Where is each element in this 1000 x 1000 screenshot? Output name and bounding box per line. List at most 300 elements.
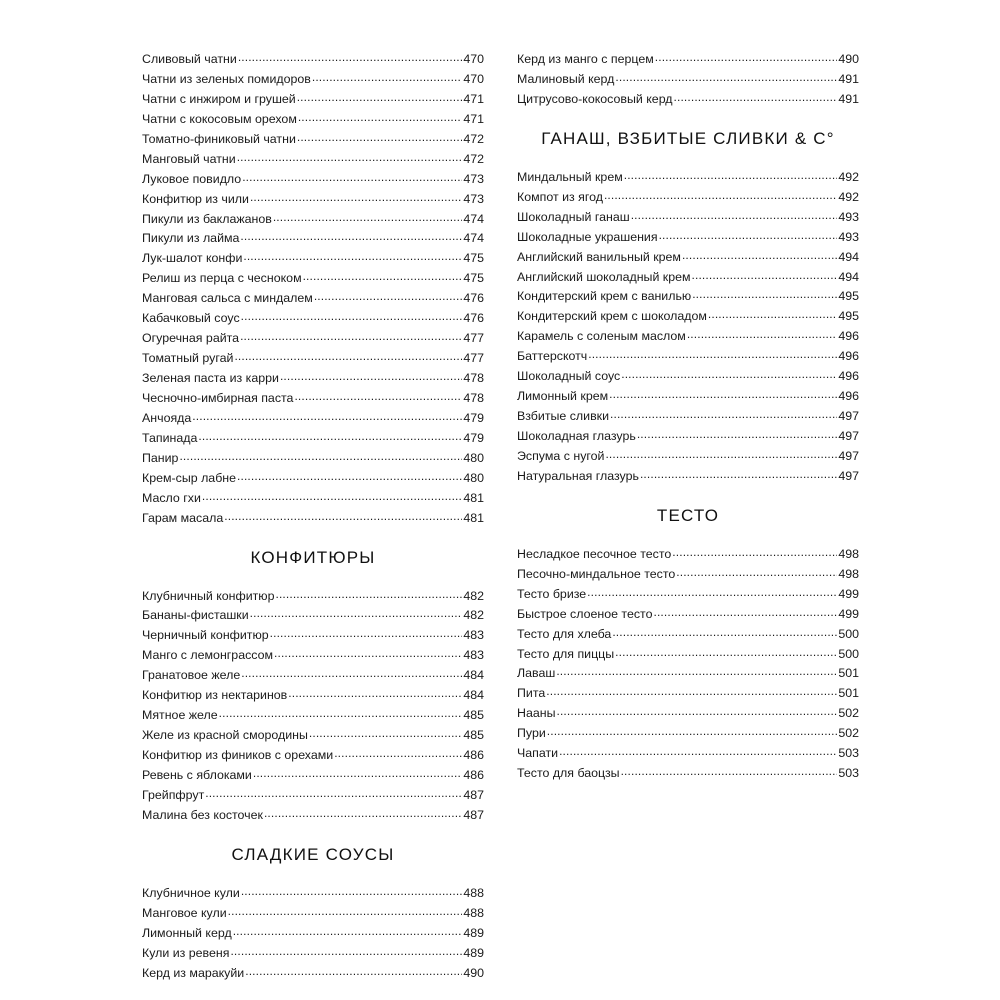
entry-title: Тесто для пиццы (517, 646, 615, 661)
dot-leader (192, 412, 462, 422)
entry-page-number: 497 (838, 429, 859, 443)
dot-leader (309, 729, 462, 739)
dot-leader (334, 749, 462, 759)
entry-page-number: 498 (838, 546, 859, 561)
toc-entry (142, 666, 484, 686)
entry-page-number: 485 (463, 708, 484, 723)
toc-entry (142, 884, 484, 904)
dot-leader (237, 153, 463, 163)
entry-page-number: 480 (463, 470, 484, 485)
entry-title: Пита (517, 686, 546, 701)
entry-title: Клубничное кули (142, 885, 240, 900)
entry-title: Гарам масала (142, 510, 224, 525)
entry-page-number: 496 (838, 369, 859, 384)
dot-leader (274, 649, 462, 659)
entry-title: Огуречная райта (142, 331, 240, 346)
entry-page-number: 492 (838, 169, 859, 184)
entry-title: Тапинада (142, 430, 198, 445)
entry-title: Релиш из перца с чесноком (142, 271, 302, 286)
dot-leader (605, 450, 837, 460)
toc-entry-list (142, 884, 484, 984)
dot-leader (202, 492, 462, 502)
toc-entry (142, 726, 484, 746)
toc-entry (142, 329, 484, 349)
dot-leader (654, 608, 838, 618)
entry-title: Лимонный керд (142, 925, 232, 940)
toc-entry (517, 168, 859, 188)
section-title: СЛАДКИЕ СОУСЫ (231, 844, 395, 864)
toc-entry (142, 489, 484, 509)
entry-title: Грейпфрут (142, 787, 205, 802)
toc-entry (517, 327, 859, 347)
entry-page-number: 478 (463, 390, 484, 405)
dot-leader (238, 53, 463, 63)
dot-leader (615, 648, 837, 658)
dot-leader (587, 588, 837, 598)
dot-leader (556, 667, 837, 677)
entry-title: Шоколадный ганаш (517, 209, 630, 224)
dot-leader (640, 470, 837, 480)
toc-entry (142, 150, 484, 170)
entry-title: Керд из маракуйи (142, 965, 245, 980)
entry-page-number: 497 (838, 409, 859, 424)
dot-leader (659, 231, 838, 241)
entry-title: Кабачковый соус (142, 311, 240, 326)
section-title: КОНФИТЮРЫ (250, 547, 376, 567)
entry-page-number: 480 (463, 450, 484, 465)
entry-page-number: 496 (838, 349, 859, 364)
toc-entry-list (517, 50, 859, 110)
entry-title: Томатный ругай (142, 351, 234, 366)
entry-title: Лук-шалот конфи (142, 251, 243, 266)
entry-page-number: 501 (838, 666, 859, 681)
toc-entry (142, 806, 484, 826)
toc-entry (517, 427, 859, 447)
entry-title: Чапати (517, 746, 559, 761)
entry-page-number: 487 (463, 787, 484, 802)
toc-entry (142, 190, 484, 210)
entry-title: Пури (517, 726, 546, 741)
toc-entry (517, 188, 859, 208)
entry-title: Масло гхи (142, 490, 201, 505)
entry-title: Шоколадная глазурь (517, 429, 636, 443)
dot-leader (240, 232, 462, 242)
entry-page-number: 482 (463, 588, 484, 603)
toc-section (142, 50, 484, 529)
entry-page-number: 481 (463, 490, 484, 505)
entry-title: Баттерскотч (517, 349, 588, 364)
toc-entry (517, 744, 859, 764)
toc-entry (142, 210, 484, 230)
dot-leader (228, 907, 463, 917)
entry-title: Малина без косточек (142, 807, 263, 822)
entry-title: Манговая сальса с миндалем (142, 291, 313, 306)
toc-entry (142, 746, 484, 766)
toc-entry (517, 90, 859, 110)
entry-page-number: 499 (838, 606, 859, 621)
entry-page-number: 491 (838, 71, 859, 86)
toc-section (142, 845, 484, 984)
dot-leader (205, 789, 462, 799)
toc-entry (517, 407, 859, 427)
entry-page-number: 503 (838, 746, 859, 761)
toc-entry-list (517, 168, 859, 487)
entry-page-number: 474 (463, 211, 484, 226)
toc-entry (517, 287, 859, 307)
entry-title: Луковое повидло (142, 171, 242, 186)
toc-entry (517, 70, 859, 90)
dot-leader (294, 392, 462, 402)
entry-page-number: 477 (463, 331, 484, 346)
entry-title: Быстрое слоеное тесто (517, 606, 653, 621)
entry-page-number: 484 (463, 668, 484, 683)
toc-entry (142, 369, 484, 389)
section-title: ТЕСТО (656, 505, 720, 525)
toc-entry (517, 704, 859, 724)
dot-leader (621, 767, 838, 777)
toc-entry (142, 449, 484, 469)
dot-leader (297, 93, 463, 103)
toc-entry (142, 50, 484, 70)
toc-entry (517, 684, 859, 704)
entry-page-number: 493 (838, 229, 859, 244)
entry-page-number: 472 (463, 131, 484, 146)
entry-title: Карамель с соленым маслом (517, 329, 686, 344)
toc-entry (517, 585, 859, 605)
entry-title: Чесночно-имбирная паста (142, 390, 294, 405)
entry-title: Английский ванильный крем (517, 249, 681, 264)
dot-leader (243, 252, 462, 262)
entry-title: Кондитерский крем с шоколадом (517, 309, 707, 324)
toc-entry (142, 706, 484, 726)
toc-entry (517, 565, 859, 585)
entry-title: Керд из манго с перцем (517, 52, 654, 66)
dot-leader (682, 251, 837, 261)
entry-title: Малиновый керд (517, 71, 615, 86)
entry-title: Компот из ягод (517, 189, 603, 204)
dot-leader (687, 330, 837, 340)
entry-page-number: 496 (838, 329, 859, 344)
entry-page-number: 487 (463, 807, 484, 822)
toc-entry (517, 764, 859, 784)
dot-leader (631, 211, 838, 221)
entry-page-number: 483 (463, 628, 484, 643)
entry-title: Анчояда (142, 410, 192, 425)
entry-page-number: 501 (838, 686, 859, 701)
dot-leader (672, 548, 837, 558)
entry-page-number: 483 (463, 648, 484, 663)
entry-page-number: 477 (463, 351, 484, 366)
entry-page-number: 500 (838, 646, 859, 661)
entry-title: Тесто для баоцзы (517, 766, 620, 781)
entry-title: Несладкое песочное тесто (517, 546, 672, 561)
dot-leader (264, 809, 462, 819)
dot-leader (233, 927, 463, 937)
entry-title: Цитрусово-кокосовый керд (517, 91, 673, 106)
entry-page-number: 486 (463, 767, 484, 782)
dot-leader (655, 53, 838, 63)
entry-title: Конфитюр из чили (142, 191, 249, 206)
entry-title: Манго с лемонграссом (142, 648, 274, 663)
entry-page-number: 473 (463, 171, 484, 186)
dot-leader (198, 432, 462, 442)
entry-page-number: 495 (838, 289, 859, 304)
entry-title: Лаваш (517, 666, 556, 681)
dot-leader (250, 193, 462, 203)
entry-page-number: 502 (838, 726, 859, 741)
dot-leader (230, 947, 462, 957)
toc-entry (142, 389, 484, 409)
toc-entry (142, 269, 484, 289)
toc-entry (142, 349, 484, 369)
entry-page-number: 471 (463, 91, 484, 106)
dot-leader (604, 191, 837, 201)
entry-page-number: 482 (463, 608, 484, 623)
toc-entry (142, 904, 484, 924)
toc-entry (517, 467, 859, 487)
toc-entry (517, 208, 859, 228)
dot-leader (708, 310, 837, 320)
toc-entry (142, 110, 484, 130)
entry-page-number: 475 (463, 271, 484, 286)
entry-page-number: 496 (838, 389, 859, 404)
dot-leader (298, 113, 462, 123)
dot-leader (242, 173, 462, 183)
entry-page-number: 491 (838, 91, 859, 106)
dot-leader (241, 887, 463, 897)
toc-entry (517, 625, 859, 645)
toc-entry (517, 307, 859, 327)
dot-leader (556, 707, 837, 717)
dot-leader (224, 512, 462, 522)
entry-title: Конфитюр из нектаринов (142, 688, 288, 703)
dot-leader (621, 370, 837, 380)
toc-entry (517, 645, 859, 665)
entry-title: Клубничный конфитюр (142, 588, 275, 603)
entry-page-number: 478 (463, 371, 484, 385)
toc-entry (142, 309, 484, 329)
entry-page-number: 497 (838, 468, 859, 483)
entry-title: Мятное желе (142, 708, 218, 723)
dot-leader (609, 390, 837, 400)
toc-entry (142, 924, 484, 944)
dot-leader (241, 312, 463, 322)
entry-title: Чатни из зеленых помидоров (142, 71, 311, 86)
toc-entry (517, 447, 859, 467)
toc-entry (142, 766, 484, 786)
dot-leader (314, 292, 463, 302)
toc-entry (517, 50, 859, 70)
toc-entry (142, 626, 484, 646)
dot-leader (234, 352, 462, 362)
entry-page-number: 479 (463, 410, 484, 425)
toc-section (517, 50, 859, 110)
entry-page-number: 479 (463, 430, 484, 445)
entry-page-number: 495 (838, 309, 859, 324)
dot-leader (280, 372, 462, 382)
toc-entry (517, 605, 859, 625)
entry-page-number: 490 (838, 52, 859, 66)
toc-entry (517, 387, 859, 407)
entry-page-number: 502 (838, 706, 859, 721)
entry-title: Томатно-финиковый чатни (142, 131, 296, 146)
entry-page-number: 498 (838, 566, 859, 581)
entry-title: Манговый чатни (142, 151, 236, 166)
dot-leader (624, 171, 838, 181)
entry-title: Чатни с инжиром и грушей (142, 91, 296, 106)
entry-page-number: 472 (463, 151, 484, 166)
entry-page-number: 470 (463, 71, 484, 86)
toc-entry (517, 367, 859, 387)
section-title: ГАНАШ, ВЗБИТЫЕ СЛИВКИ & C° (541, 128, 835, 148)
dot-leader (692, 290, 837, 300)
entry-title: Тесто для хлеба (517, 626, 612, 641)
entry-title: Миндальный крем (517, 169, 623, 184)
entry-title: Сливовый чатни (142, 52, 237, 66)
toc-entry-list (142, 587, 484, 826)
dot-leader (676, 568, 837, 578)
entry-page-number: 486 (463, 748, 484, 762)
toc-entry (142, 130, 484, 150)
toc-entry (142, 606, 484, 626)
dot-leader (270, 629, 463, 639)
entry-title: Ревень с яблоками (142, 767, 252, 782)
entry-title: Кули из ревеня (142, 945, 230, 960)
toc-entry (517, 545, 859, 565)
dot-leader (615, 73, 837, 83)
dot-leader (273, 213, 462, 223)
toc-column-right (517, 50, 859, 784)
entry-page-number: 499 (838, 586, 859, 601)
toc-section (517, 129, 859, 487)
dot-leader (547, 727, 838, 737)
entry-title: Шоколадный соус (517, 369, 621, 384)
entry-page-number: 490 (463, 965, 484, 980)
entry-title: Взбитые сливки (517, 409, 610, 424)
dot-leader (297, 133, 462, 143)
entry-page-number: 475 (463, 251, 484, 266)
toc-entry (142, 409, 484, 429)
dot-leader (612, 628, 837, 638)
entry-title: Лимонный крем (517, 389, 609, 404)
entry-page-number: 484 (463, 688, 484, 703)
entry-title: Песочно-миндальное тесто (517, 566, 676, 581)
dot-leader (637, 430, 837, 440)
toc-entry (142, 469, 484, 489)
entry-title: Шоколадные украшения (517, 229, 658, 244)
toc-entry (142, 944, 484, 964)
dot-leader (610, 410, 837, 420)
entry-title: Черничный конфитюр (142, 628, 269, 643)
dot-leader (546, 687, 837, 697)
entry-page-number: 497 (838, 448, 859, 463)
entry-page-number: 494 (838, 249, 859, 264)
toc-entry (517, 724, 859, 744)
dot-leader (288, 689, 462, 699)
entry-title: Английский шоколадный крем (517, 269, 691, 284)
entry-title: Кондитерский крем с ванилью (517, 289, 692, 304)
dot-leader (303, 272, 463, 282)
toc-entry (142, 229, 484, 249)
entry-page-number: 476 (463, 291, 484, 306)
entry-title: Тесто бризе (517, 586, 587, 601)
toc-entry (517, 248, 859, 268)
toc-entry (142, 509, 484, 529)
entry-page-number: 473 (463, 191, 484, 206)
toc-column-left (142, 50, 484, 983)
dot-leader (312, 73, 462, 83)
dot-leader (250, 609, 463, 619)
entry-title: Пикули из баклажанов (142, 211, 272, 226)
toc-entry (142, 786, 484, 806)
dot-leader (237, 472, 462, 482)
entry-page-number: 489 (463, 925, 484, 940)
entry-page-number: 470 (463, 52, 484, 66)
dot-leader (240, 332, 462, 342)
entry-page-number: 471 (463, 111, 484, 126)
entry-title: Желе из красной смородины (142, 728, 308, 743)
dot-leader (588, 350, 837, 360)
entry-page-number: 503 (838, 766, 859, 781)
toc-entry (142, 587, 484, 607)
toc-entry (517, 347, 859, 367)
entry-page-number: 488 (463, 885, 484, 900)
toc-section (517, 506, 859, 784)
entry-title: Нааны (517, 706, 556, 721)
toc-entry-list (517, 545, 859, 784)
entry-title: Натуральная глазурь (517, 468, 639, 483)
entry-page-number: 474 (463, 231, 484, 246)
toc-entry-list (142, 50, 484, 529)
dot-leader (245, 967, 462, 977)
toc-entry (517, 268, 859, 288)
toc-entry (142, 686, 484, 706)
dot-leader (559, 747, 837, 757)
dot-leader (219, 709, 463, 719)
entry-page-number: 492 (838, 189, 859, 204)
entry-page-number: 494 (838, 269, 859, 284)
entry-title: Конфитюр из фиников с орехами (142, 748, 334, 762)
entry-page-number: 488 (463, 905, 484, 920)
entry-title: Панир (142, 450, 179, 465)
dot-leader (674, 93, 838, 103)
toc-entry (142, 170, 484, 190)
entry-title: Крем-сыр лабне (142, 470, 237, 485)
toc-entry (142, 429, 484, 449)
dot-leader (275, 590, 462, 600)
entry-title: Бананы-фисташки (142, 608, 249, 623)
entry-title: Чатни с кокосовым орехом (142, 111, 297, 126)
entry-page-number: 493 (838, 209, 859, 224)
entry-page-number: 489 (463, 945, 484, 960)
entry-title: Манговое кули (142, 905, 227, 920)
entry-title: Гранатовое желе (142, 668, 241, 683)
entry-title: Пикули из лайма (142, 231, 240, 246)
entry-page-number: 476 (463, 311, 484, 326)
toc-entry (142, 289, 484, 309)
toc-entry (517, 664, 859, 684)
toc-entry (142, 70, 484, 90)
toc-entry (517, 228, 859, 248)
dot-leader (179, 452, 462, 462)
entry-page-number: 481 (463, 510, 484, 525)
dot-leader (692, 271, 838, 281)
dot-leader (253, 769, 462, 779)
toc-section (142, 548, 484, 826)
toc-entry (142, 964, 484, 984)
entry-title: Зеленая паста из карри (142, 371, 279, 385)
entry-page-number: 500 (838, 626, 859, 641)
